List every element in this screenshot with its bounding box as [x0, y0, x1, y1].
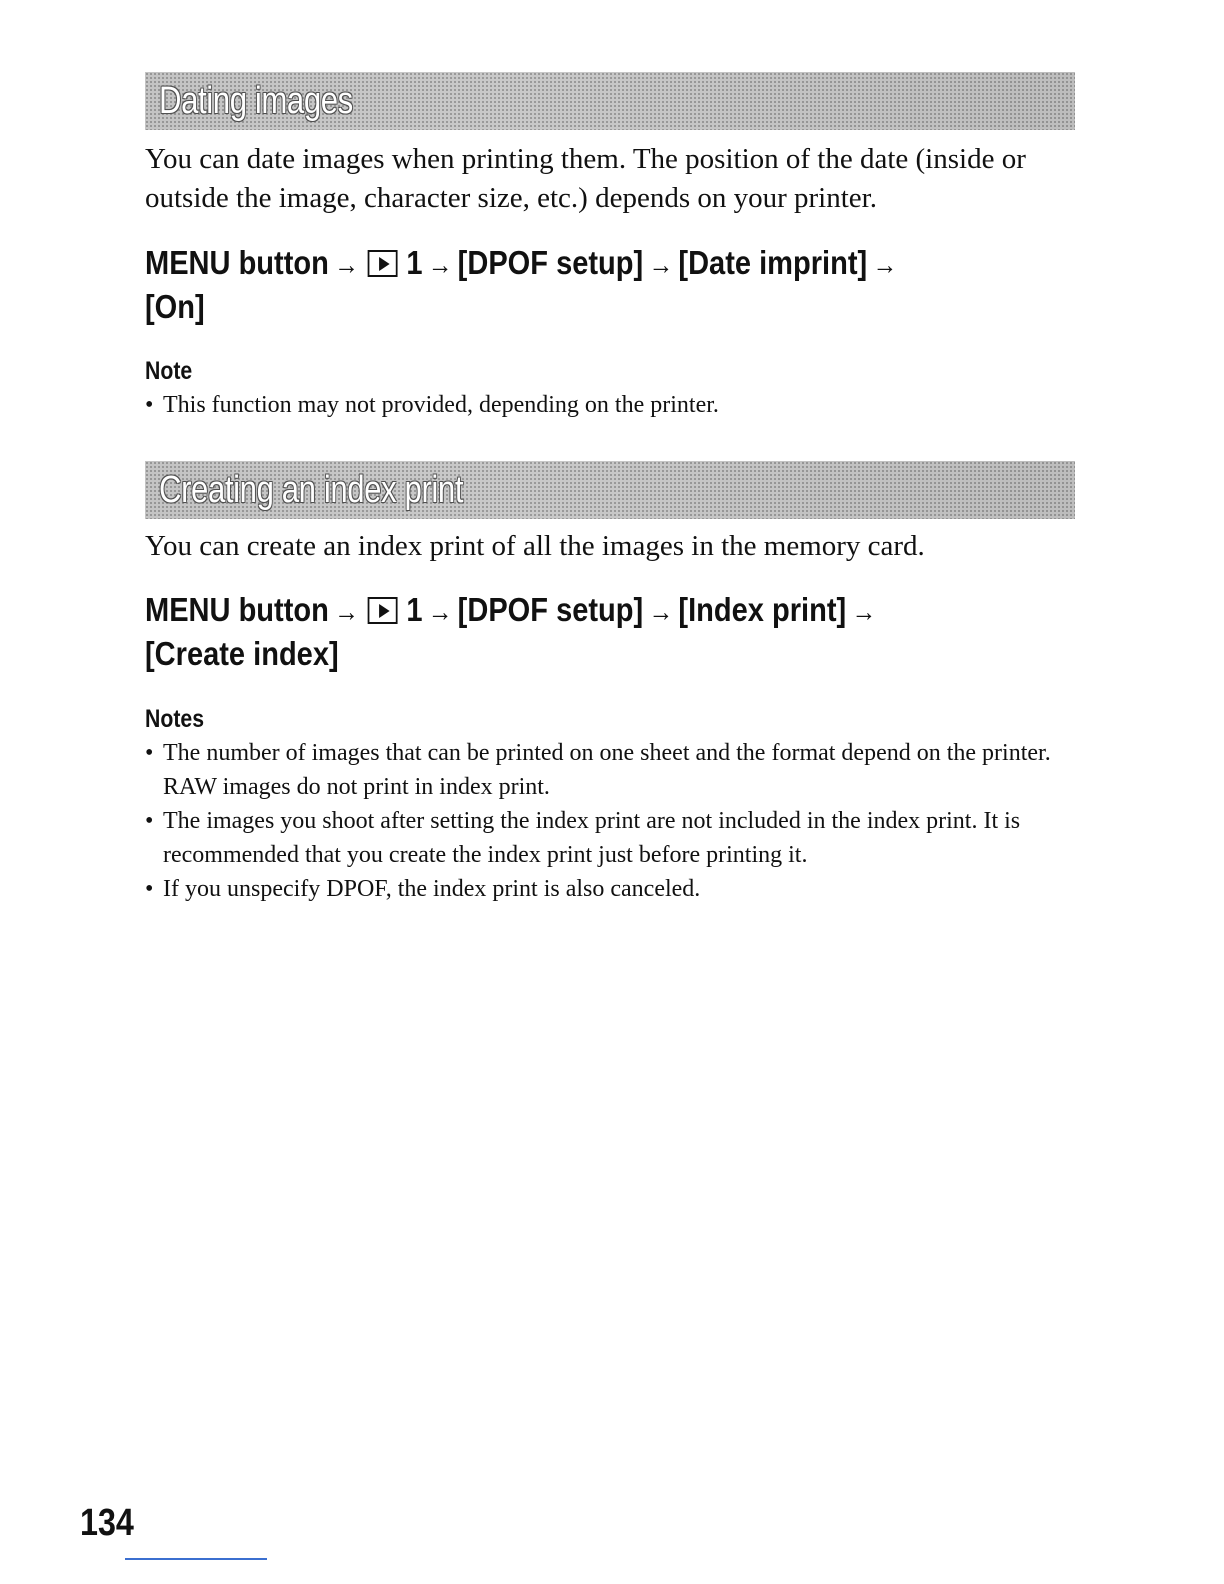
- arrow-icon: →: [872, 249, 898, 280]
- section-header-creating-index-print: [145, 461, 1075, 519]
- note-heading: Note: [145, 357, 193, 385]
- section-title: Dating images: [159, 80, 353, 122]
- notes-heading: Notes: [145, 705, 205, 733]
- section-intro: You can create an index print of all the images in the memory card.: [145, 530, 925, 562]
- arrow-icon: →: [427, 596, 453, 627]
- arrow-icon: →: [334, 596, 359, 627]
- page-number: 134: [80, 1502, 134, 1544]
- arrow-icon: →: [851, 596, 877, 627]
- menu-button-label: MENU button: [145, 244, 329, 281]
- section-intro: You can date images when printing them. The position of the date (inside or outside the image, character size, etc.) depends on your printer.: [145, 143, 1026, 214]
- arrow-icon: →: [648, 596, 674, 627]
- arrow-icon: →: [648, 249, 674, 280]
- menu-path-date-imprint: [145, 242, 1025, 328]
- section-header-dating-images: [145, 72, 1075, 130]
- playback-icon: [368, 597, 398, 624]
- list-item: • If you unspecify DPOF, the index print is also canceled.: [145, 872, 1075, 906]
- list-item: • The images you shoot after setting the index print are not included in the index print. It is recommended that you create the index print just before printing it.: [145, 804, 1075, 872]
- menu-step-create-index: [Create index]: [145, 635, 339, 672]
- section-title: Creating an index print: [159, 469, 464, 511]
- menu-path-index-print: [145, 589, 1025, 675]
- list-item: • The number of images that can be printed on one sheet and the format depend on the printer. RAW images do not print in index print.: [145, 736, 1075, 804]
- notes-list: [145, 736, 1075, 906]
- page-rule: [125, 1558, 267, 1560]
- menu-number: 1: [406, 591, 423, 628]
- arrow-icon: →: [334, 249, 359, 280]
- list-item: • This function may not provided, depending on the printer.: [145, 388, 1075, 422]
- menu-step-date-imprint: [Date imprint]: [678, 244, 868, 281]
- arrow-icon: →: [427, 249, 453, 280]
- menu-step-dpof-setup: [DPOF setup]: [457, 244, 644, 281]
- note-list: [145, 388, 1075, 422]
- menu-button-label: MENU button: [145, 591, 329, 628]
- menu-number: 1: [406, 244, 423, 281]
- menu-step-dpof-setup: [DPOF setup]: [457, 591, 644, 628]
- menu-step-on: [On]: [145, 288, 205, 325]
- playback-icon: [368, 250, 398, 277]
- menu-step-index-print: [Index print]: [678, 591, 847, 628]
